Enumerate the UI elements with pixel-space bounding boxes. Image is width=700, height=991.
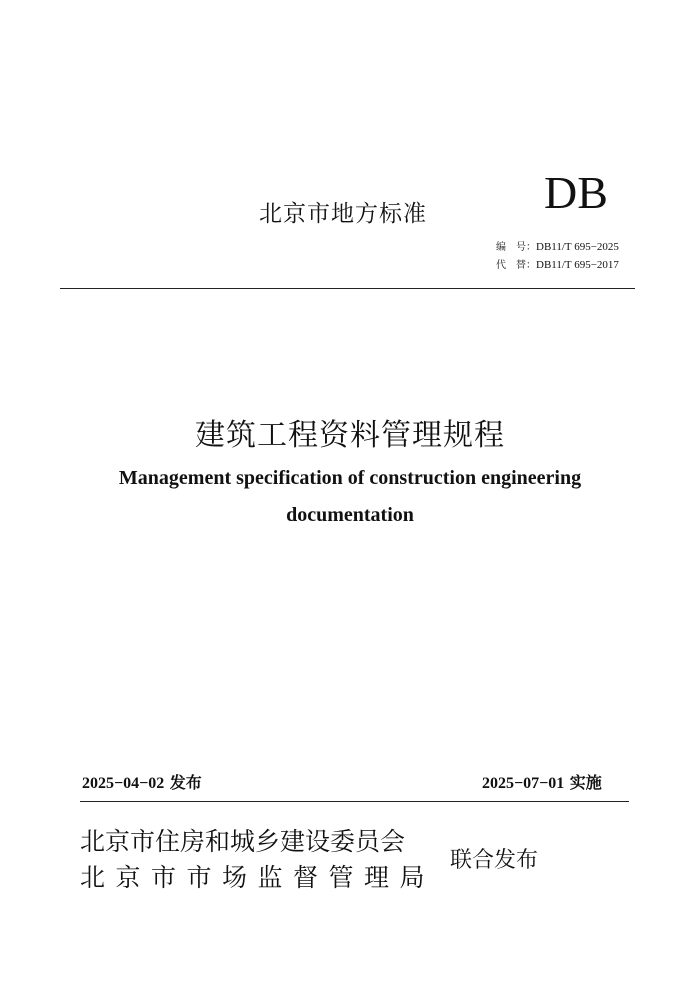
- db-mark: DB: [544, 167, 608, 218]
- replaced-standard: [496, 256, 619, 271]
- implementation-date: [482, 770, 602, 793]
- standard-type: 北京市地方标准: [259, 201, 427, 227]
- issuer-housing-commission: 北京市住房和城乡建设委员会: [80, 827, 406, 856]
- document-title-en: [60, 460, 640, 534]
- bottom-divider: [80, 801, 629, 802]
- issuer-market-bureau: 北京市市场监督管理局: [80, 863, 436, 892]
- document-title-en-line2: documentation: [286, 504, 414, 526]
- standard-code-value: DB11/T 695−2025: [536, 241, 619, 253]
- implementation-date-suffix: 实施: [564, 773, 602, 792]
- standard-code: [496, 238, 619, 253]
- joint-issue-label: 联合发布: [450, 848, 539, 873]
- replaced-standard-value: DB11/T 695−2017: [536, 259, 619, 271]
- replaced-standard-label: 代 替：: [496, 260, 536, 271]
- document-title-en-line1: Management specification of construction engineering: [118, 467, 582, 489]
- implementation-date-value: 2025−07−01: [482, 775, 565, 792]
- issue-date-value: 2025−04−02: [82, 775, 165, 792]
- top-divider: [60, 288, 635, 289]
- document-title-cn: 建筑工程资料管理规程: [195, 418, 505, 453]
- issue-date: [82, 770, 202, 793]
- issue-date-suffix: 发布: [164, 773, 202, 792]
- standard-code-label: 编 号：: [496, 242, 536, 253]
